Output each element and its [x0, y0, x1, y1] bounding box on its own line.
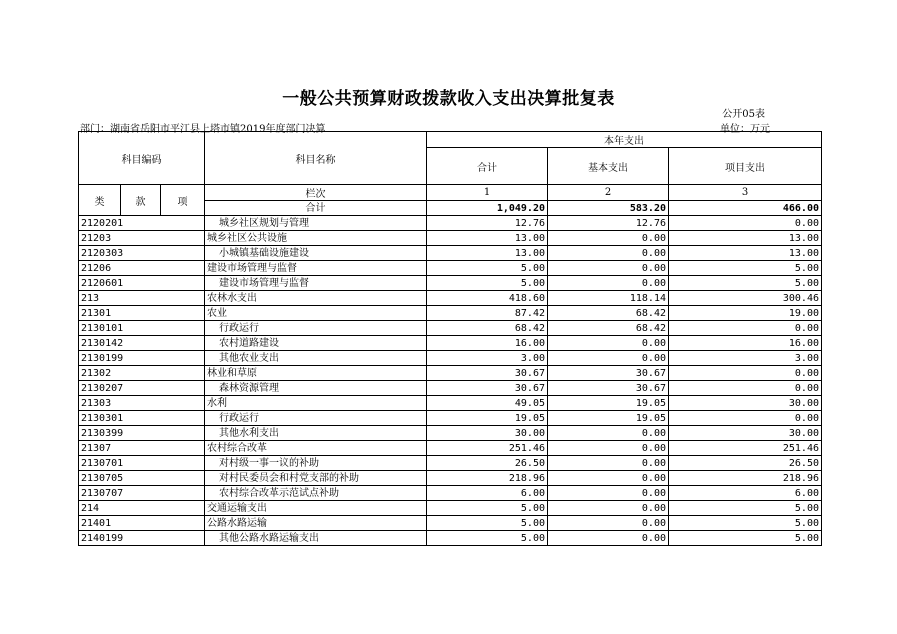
row-total: 68.42 — [427, 321, 548, 336]
row-project: 0.00 — [669, 216, 822, 231]
row-code: 21303 — [79, 396, 205, 411]
row-total: 13.00 — [427, 231, 548, 246]
row-code: 21302 — [79, 366, 205, 381]
row-name: 其他水利支出 — [205, 426, 427, 441]
header-name: 科目名称 — [205, 132, 427, 185]
table-row — [79, 261, 822, 276]
row-basic: 12.76 — [548, 216, 669, 231]
row-code: 2130301 — [79, 411, 205, 426]
row-basic: 0.00 — [548, 261, 669, 276]
row-basic: 0.00 — [548, 276, 669, 291]
table-row — [79, 291, 822, 306]
header-kuan: 款 — [121, 185, 161, 216]
header-col2: 2 — [548, 185, 669, 201]
row-project: 5.00 — [669, 516, 822, 531]
row-name: 城乡社区规划与管理 — [205, 216, 427, 231]
row-code: 214 — [79, 501, 205, 516]
row-code: 2120303 — [79, 246, 205, 261]
row-name: 农村道路建设 — [205, 336, 427, 351]
row-name: 公路水路运输 — [205, 516, 427, 531]
row-project: 6.00 — [669, 486, 822, 501]
row-total: 3.00 — [427, 351, 548, 366]
row-code: 2130705 — [79, 471, 205, 486]
row-name: 行政运行 — [205, 321, 427, 336]
row-project: 218.96 — [669, 471, 822, 486]
row-basic: 68.42 — [548, 306, 669, 321]
row-total: 5.00 — [427, 501, 548, 516]
header-lei: 类 — [79, 185, 121, 216]
total-amount: 1,049.20 — [427, 201, 548, 216]
row-total: 87.42 — [427, 306, 548, 321]
row-project: 26.50 — [669, 456, 822, 471]
row-basic: 0.00 — [548, 471, 669, 486]
row-code: 21401 — [79, 516, 205, 531]
row-total: 30.00 — [427, 426, 548, 441]
row-name: 农村综合改革 — [205, 441, 427, 456]
row-total: 26.50 — [427, 456, 548, 471]
row-name: 林业和草原 — [205, 366, 427, 381]
table-row — [79, 426, 822, 441]
row-basic: 0.00 — [548, 441, 669, 456]
row-code: 2130142 — [79, 336, 205, 351]
row-basic: 30.67 — [548, 366, 669, 381]
row-basic: 19.05 — [548, 396, 669, 411]
row-project: 0.00 — [669, 381, 822, 396]
budget-table — [78, 131, 822, 546]
row-basic: 0.00 — [548, 486, 669, 501]
header-total: 合计 — [427, 148, 548, 185]
row-name: 行政运行 — [205, 411, 427, 426]
row-code: 2130199 — [79, 351, 205, 366]
table-row — [79, 366, 822, 381]
row-project: 0.00 — [669, 411, 822, 426]
row-name: 小城镇基础设施建设 — [205, 246, 427, 261]
row-project: 5.00 — [669, 261, 822, 276]
header-code: 科目编码 — [79, 132, 205, 185]
row-basic: 118.14 — [548, 291, 669, 306]
row-total: 251.46 — [427, 441, 548, 456]
row-code: 2130207 — [79, 381, 205, 396]
row-code: 21206 — [79, 261, 205, 276]
table-row — [79, 231, 822, 246]
table-row — [79, 381, 822, 396]
row-total: 6.00 — [427, 486, 548, 501]
header-basic: 基本支出 — [548, 148, 669, 185]
table-row — [79, 336, 822, 351]
table-row — [79, 246, 822, 261]
table-row — [79, 321, 822, 336]
table-row — [79, 501, 822, 516]
row-code: 2140199 — [79, 531, 205, 546]
row-name: 水利 — [205, 396, 427, 411]
row-total: 16.00 — [427, 336, 548, 351]
total-project: 466.00 — [669, 201, 822, 216]
table-row — [79, 351, 822, 366]
unit-label: 单位：万元 — [720, 124, 770, 135]
table-row — [79, 216, 822, 231]
row-name: 农林水支出 — [205, 291, 427, 306]
row-project: 16.00 — [669, 336, 822, 351]
row-total: 30.67 — [427, 381, 548, 396]
row-code: 21301 — [79, 306, 205, 321]
row-name: 农业 — [205, 306, 427, 321]
row-total: 19.05 — [427, 411, 548, 426]
row-name: 对村级一事一议的补助 — [205, 456, 427, 471]
row-project: 5.00 — [669, 531, 822, 546]
row-basic: 19.05 — [548, 411, 669, 426]
row-project: 13.00 — [669, 231, 822, 246]
row-project: 19.00 — [669, 306, 822, 321]
table-row — [79, 306, 822, 321]
row-code: 2130707 — [79, 486, 205, 501]
table-row — [79, 396, 822, 411]
row-name: 交通运输支出 — [205, 501, 427, 516]
report-title: 一般公共预算财政拨款收入支出决算批复表 — [282, 89, 615, 109]
table-row — [79, 441, 822, 456]
row-basic: 30.67 — [548, 381, 669, 396]
row-basic: 0.00 — [548, 336, 669, 351]
row-project: 13.00 — [669, 246, 822, 261]
row-project: 3.00 — [669, 351, 822, 366]
header-xiang: 项 — [161, 185, 205, 216]
row-basic: 0.00 — [548, 516, 669, 531]
table-row — [79, 456, 822, 471]
row-basic: 68.42 — [548, 321, 669, 336]
row-total: 30.67 — [427, 366, 548, 381]
row-basic: 0.00 — [548, 531, 669, 546]
table-row — [79, 516, 822, 531]
row-name: 森林资源管理 — [205, 381, 427, 396]
form-number: 公开05表 — [722, 109, 765, 120]
row-name: 农村综合改革示范试点补助 — [205, 486, 427, 501]
row-project: 30.00 — [669, 426, 822, 441]
row-total: 12.76 — [427, 216, 548, 231]
header-project: 项目支出 — [669, 148, 822, 185]
header-col1: 1 — [427, 185, 548, 201]
row-project: 30.00 — [669, 396, 822, 411]
row-basic: 0.00 — [548, 351, 669, 366]
table-row — [79, 411, 822, 426]
row-project: 300.46 — [669, 291, 822, 306]
row-basic: 0.00 — [548, 231, 669, 246]
row-project: 0.00 — [669, 366, 822, 381]
header-lanci: 栏次 — [205, 185, 427, 201]
department-label: 部门：湖南省岳阳市平江县上塔市镇2019年度部门决算 — [80, 124, 326, 135]
total-label: 合计 — [205, 201, 427, 216]
row-project: 0.00 — [669, 321, 822, 336]
row-name: 城乡社区公共设施 — [205, 231, 427, 246]
row-basic: 0.00 — [548, 456, 669, 471]
row-name: 建设市场管理与监督 — [205, 276, 427, 291]
row-code: 2120201 — [79, 216, 205, 231]
row-basic: 0.00 — [548, 246, 669, 261]
row-code: 2130701 — [79, 456, 205, 471]
row-basic: 0.00 — [548, 501, 669, 516]
header-col3: 3 — [669, 185, 822, 201]
row-name: 其他农业支出 — [205, 351, 427, 366]
row-total: 5.00 — [427, 516, 548, 531]
header-current-year: 本年支出 — [427, 132, 822, 148]
row-total: 5.00 — [427, 261, 548, 276]
table-row — [79, 486, 822, 501]
table-row — [79, 276, 822, 291]
row-total: 5.00 — [427, 276, 548, 291]
row-total: 13.00 — [427, 246, 548, 261]
row-name: 建设市场管理与监督 — [205, 261, 427, 276]
row-code: 21307 — [79, 441, 205, 456]
row-project: 251.46 — [669, 441, 822, 456]
row-total: 49.05 — [427, 396, 548, 411]
row-code: 213 — [79, 291, 205, 306]
row-project: 5.00 — [669, 501, 822, 516]
row-name: 其他公路水路运输支出 — [205, 531, 427, 546]
row-code: 2120601 — [79, 276, 205, 291]
row-basic: 0.00 — [548, 426, 669, 441]
row-total: 218.96 — [427, 471, 548, 486]
table-row — [79, 471, 822, 486]
row-total: 418.60 — [427, 291, 548, 306]
table-row — [79, 531, 822, 546]
row-code: 21203 — [79, 231, 205, 246]
row-code: 2130101 — [79, 321, 205, 336]
row-project: 5.00 — [669, 276, 822, 291]
total-basic: 583.20 — [548, 201, 669, 216]
row-name: 对村民委员会和村党支部的补助 — [205, 471, 427, 486]
row-code: 2130399 — [79, 426, 205, 441]
row-total: 5.00 — [427, 531, 548, 546]
